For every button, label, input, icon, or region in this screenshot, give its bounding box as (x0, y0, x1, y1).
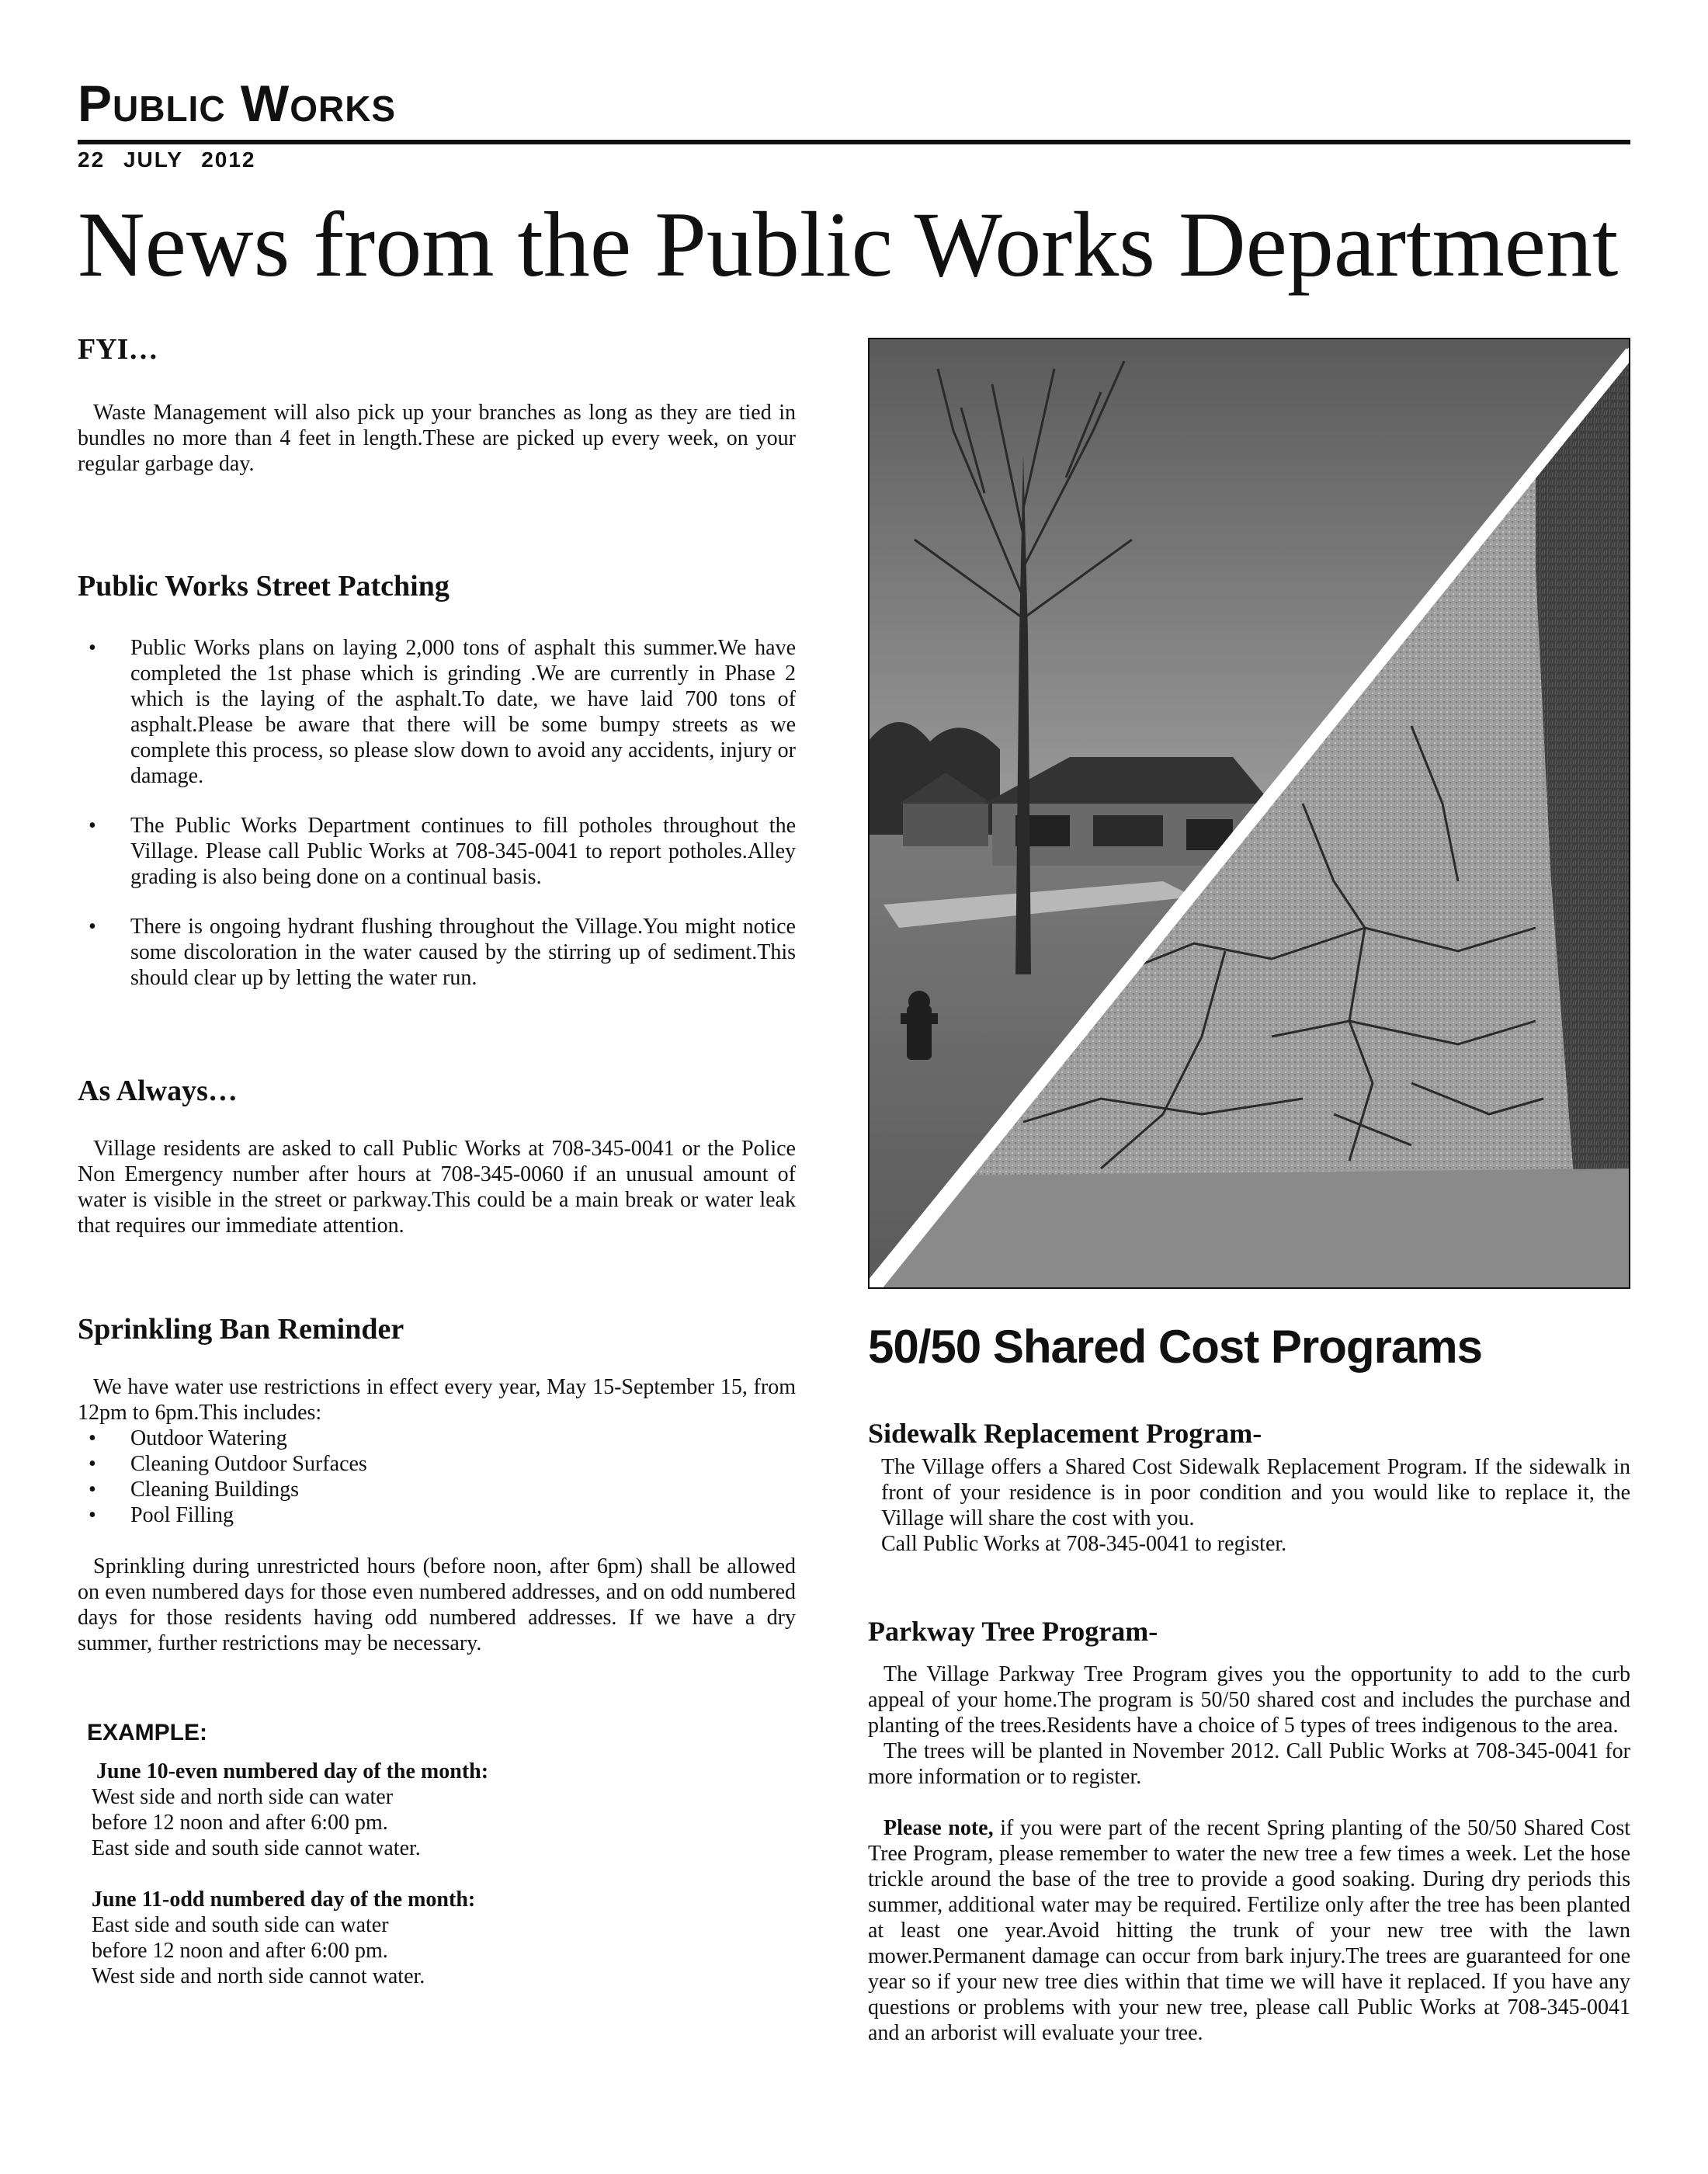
example2-line: before 12 noon and after 6:00 pm. (92, 1939, 388, 1963)
tree-note (868, 1815, 1630, 2046)
tree-text-2: The trees will be planted in November 2012. Call Public Works at 708-345-0041 for more information or to register. (868, 1739, 1630, 1789)
street-patching-list (78, 635, 796, 1015)
tree-note-lead: Please note, (884, 1816, 994, 1840)
example1-title: June 10-even numbered day of the month: (96, 1759, 489, 1783)
list-item: • Cleaning Buildings (78, 1477, 796, 1502)
sidewalk-text: The Village offers a Shared Cost Sidewalk Replacement Program. If the sidewalk in front of your residence is in poor condition and you would like to replace it, the Village will share the cost with you. (881, 1455, 1630, 1530)
example1-line: East side and south side cannot water. (92, 1836, 421, 1860)
example2-line: West side and north side cannot water. (92, 1964, 425, 1988)
shared-cost-heading: 50/50 Shared Cost Programs (868, 1321, 1483, 1373)
issue-line (78, 148, 256, 172)
header-rule (78, 140, 1630, 144)
example-label: EXAMPLE: (87, 1720, 208, 1745)
tree-block (868, 1662, 1630, 2046)
sprinkling-intro: We have water use restrictions in effect every year, May 15-September 15, from 12pm to 6pm.This includes: (78, 1375, 796, 1425)
example2-title: June 11-odd numbered day of the month: (92, 1887, 476, 1912)
tree-heading: Parkway Tree Program- (868, 1616, 1158, 1647)
page-number: 22 (78, 148, 106, 172)
list-item: • Cleaning Outdoor Surfaces (78, 1451, 796, 1477)
street-patching-heading: Public Works Street Patching (78, 570, 450, 603)
example1-line: West side and north side can water (92, 1785, 394, 1809)
list-item: • Outdoor Watering (78, 1426, 796, 1451)
fyi-text: Waste Management will also pick up your branches as long as they are tied in bundles no more than 4 feet in length.These are picked up every week, on your regular garbage day. (78, 401, 796, 476)
fyi-heading: FYI… (78, 333, 158, 366)
as-always-heading: As Always… (78, 1075, 238, 1107)
sidewalk-tree-photo (868, 338, 1630, 1289)
section-label: Public Works (78, 75, 397, 132)
sprinkling-list (78, 1426, 796, 1528)
issue-date: JULY 2012 (123, 148, 256, 172)
sidewalk-call: Call Public Works at 708-345-0041 to register. (881, 1532, 1287, 1556)
sprinkling-block (78, 1374, 796, 1656)
sidewalk-block (881, 1454, 1630, 1557)
example-block (92, 1759, 790, 1989)
page-title: News from the Public Works Department (78, 193, 1619, 296)
tree-note-text: if you were part of the recent Spring planting of the 50/50 Shared Cost Tree Program, please remember to water the new tree a few times a week. Let the hose trickle around the base of the tree to provide a good soaking. During dry periods this summer, additional water may be required. Fertilize only after the tree has been planted at least one year.Avoid hitting the trunk of your new tree with the lawn mower.Permanent damage can occur from bark injury.The trees are guaranteed for one year so if your new tree dies within that time we will have it replaced. If you have any questions or problems with your new tree, please call Public Works at 708-345-0041 and an arborist will evaluate your tree. (868, 1816, 1630, 2045)
list-item: • Public Works plans on laying 2,000 tons of asphalt this summer.We have completed the 1st phase which is grinding .We are currently in Phase 2 which is the laying of the asphalt.To date, we have laid 700 tons of asphalt.Please be aware that there will be some bumpy streets as we complete this process, so please slow down to avoid any accidents, injury or damage. (78, 635, 796, 789)
list-item: • There is ongoing hydrant flushing throughout the Village.You might notice some discoloration in the water caused by the stirring up of sediment.This should clear up by letting the water run. (78, 914, 796, 991)
as-always-text: Village residents are asked to call Public Works at 708-345-0041 or the Police Non Emergency number after hours at 708-345-0060 if an unusual amount of water is visible in the street or parkway.This could be a main break or water leak that requires our immediate attention. (78, 1137, 796, 1238)
list-item: • Pool Filling (78, 1502, 796, 1528)
sprinkling-heading: Sprinkling Ban Reminder (78, 1313, 404, 1346)
list-item: • The Public Works Department continues to fill potholes throughout the Village. Please call Public Works at 708-345-0041 to report potholes.Alley grading is also being done on a continual basis. (78, 813, 796, 890)
sprinkling-details: Sprinkling during unrestricted hours (before noon, after 6pm) shall be allowed on even numbered days for those even numbered addresses, and on odd numbered days for those residents having odd numbered addresses. If we have a dry summer, further restrictions may be necessary. (78, 1554, 796, 1655)
tree-text-1: The Village Parkway Tree Program gives you the opportunity to add to the curb appeal of your home.The program is 50/50 shared cost and includes the purchase and planting of the trees.Residents have a choice of 5 types of trees indigenous to the area. (868, 1662, 1630, 1738)
example2-line: East side and south side can water (92, 1913, 389, 1937)
example1-line: before 12 noon and after 6:00 pm. (92, 1811, 388, 1835)
sidewalk-heading: Sidewalk Replacement Program- (868, 1418, 1262, 1449)
